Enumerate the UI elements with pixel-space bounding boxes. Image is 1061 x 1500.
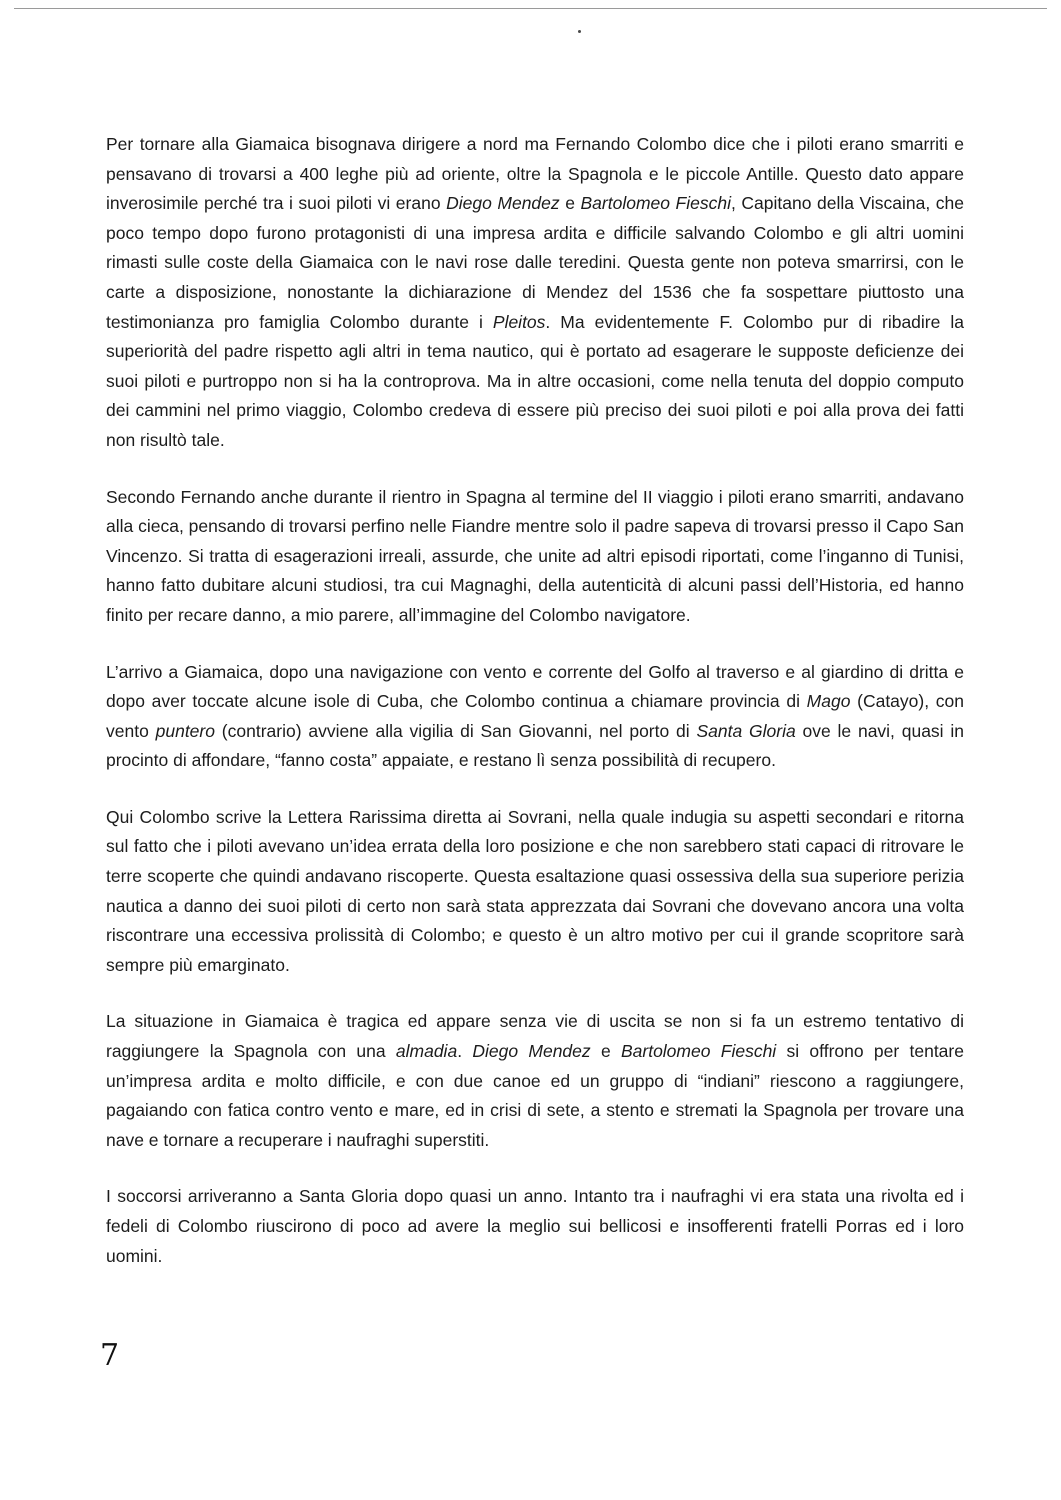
italic-term: puntero [155, 720, 215, 741]
text-run: I soccorsi arriveranno a Santa Gloria dopo quasi un anno. Intanto tra i naufraghi vi era stata una rivolta ed i fedeli di Colombo riuscirono di poco ad avere la meglio sui bellicosi e insofferenti fratelli Porras ed i loro uomini. [106, 1186, 964, 1266]
text-run: . Ma evidentemente F. Colombo pur di ribadire la superiorità del padre rispetto agli altri in tema nautico, qui è portato ad esagerare le supposte deficienze dei suoi piloti e purtroppo non si ha la controprova. Ma in altre occasioni, come nella tenuta del doppio computo dei cammini nel primo viaggio, Colombo credeva di essere più preciso dei suoi piloti e poi alla prova dei fatti non risultò tale. [106, 311, 964, 450]
text-run: Per tornare alla Giamaica bisognava dirigere a nord ma Fernando Colombo dice che i piloti erano smarriti e pensavano di trovarsi a 400 leghe più ad oriente, oltre la Spagnola e le piccole Antille. Questo dato appare inverosimile perché tra i suoi piloti vi erano [106, 134, 964, 214]
paragraph [106, 483, 964, 631]
text-run: e [559, 193, 581, 214]
text-run: La situazione in Giamaica è tragica ed appare senza vie di uscita se non si fa un estremo tentativo di raggiungere la Spagnola con una [106, 1011, 964, 1062]
scan-top-edge [14, 8, 1047, 9]
paragraph [106, 1007, 964, 1155]
text-run: si offrono per tentare un’impresa ardita e molto difficile, e con due canoe ed un gruppo di “indiani” riescono a raggiungere, pagaiando con fatica contro vento e mare, ed in crisi di sete, a stento e stremati la Spagnola per trovare una nave e tornare a recuperare i naufraghi superstiti. [106, 1041, 964, 1150]
text-run: , Capitano della Viscaina, che poco tempo dopo furono protagonisti di una impresa ardita e difficile salvando Colombo e gli altri uomini rimasti sulle coste della Giamaica con le navi rose dalle teredini. Questa gente non poteva smarrirsi, con le carte a disposizione, nonostante la dichiarazione di Mendez del 1536 che fa sospettare piuttosto una testimonianza pro famiglia Colombo durante i [106, 193, 964, 332]
paragraph [106, 658, 964, 776]
text-run: (contrario) avviene alla vigilia di San Giovanni, nel porto di [214, 720, 697, 741]
italic-term: Diego Mendez [472, 1041, 591, 1062]
italic-term: Pleitos [492, 311, 546, 332]
text-run: ove le navi, quasi in procinto di affondare, “fanno costa” appaiate, e restano lì senza possibilità di recupero. [106, 720, 964, 771]
text-run: Secondo Fernando anche durante il rientro in Spagna al termine del II viaggio i piloti erano smarriti, andavano alla cieca, pensando di trovarsi perfino nelle Fiandre mentre solo il padre sapeva di trovarsi presso il Capo San Vincenzo. Si tratta di esagerazioni irreali, assurde, che unite ad altri episodi riportati, come l’inganno di Tunisi, hanno fatto dubitare alcuni studiosi, tra cui Magnaghi, della autenticità di alcuni passi dell’Historia, ed hanno finito per recare danno, a mio parere, all’immagine del Colombo navigatore. [106, 486, 964, 625]
text-run: e [590, 1041, 621, 1062]
text-run: . [457, 1041, 473, 1062]
italic-term: Mago [806, 691, 851, 712]
italic-term: almadia [395, 1041, 458, 1062]
text-run: (Catayo), con vento [106, 691, 964, 741]
paragraph [106, 803, 964, 981]
text-run: L’arrivo a Giamaica, dopo una navigazione con vento e corrente del Golfo al traverso e al giardino di dritta e dopo aver toccate alcune isole di Cuba, che Colombo continua a chiamare provincia di [106, 661, 964, 712]
paragraph [106, 1182, 964, 1271]
text-run: Qui Colombo scrive la Lettera Rarissima diretta ai Sovrani, nella quale indugia su aspetti secondari e ritorna sul fatto che i piloti avevano un’idea errata della loro posizione e che non sarebbero stati capaci di ritrovare le terre scoperte che quindi andavano riscoperte. Questa esaltazione quasi ossessiva della sua superiore perizia nautica a danno dei suoi piloti di certo non sarà stata apprezzata dai Sovrani che dovevano ancora una volta riscontrare una eccessiva prolissità di Colombo; e questo è un altro motivo per cui il grande scopritore sarà sempre più emarginato. [106, 806, 964, 975]
italic-term: Bartolomeo Fieschi [580, 193, 731, 214]
italic-term: Diego Mendez [446, 193, 560, 214]
text-body [106, 130, 964, 1298]
page-number: 7 [100, 1338, 120, 1373]
paragraph [106, 130, 964, 456]
italic-term: Bartolomeo Fieschi [620, 1041, 777, 1062]
scan-speck [578, 30, 581, 33]
italic-term: Santa Gloria [696, 720, 796, 741]
